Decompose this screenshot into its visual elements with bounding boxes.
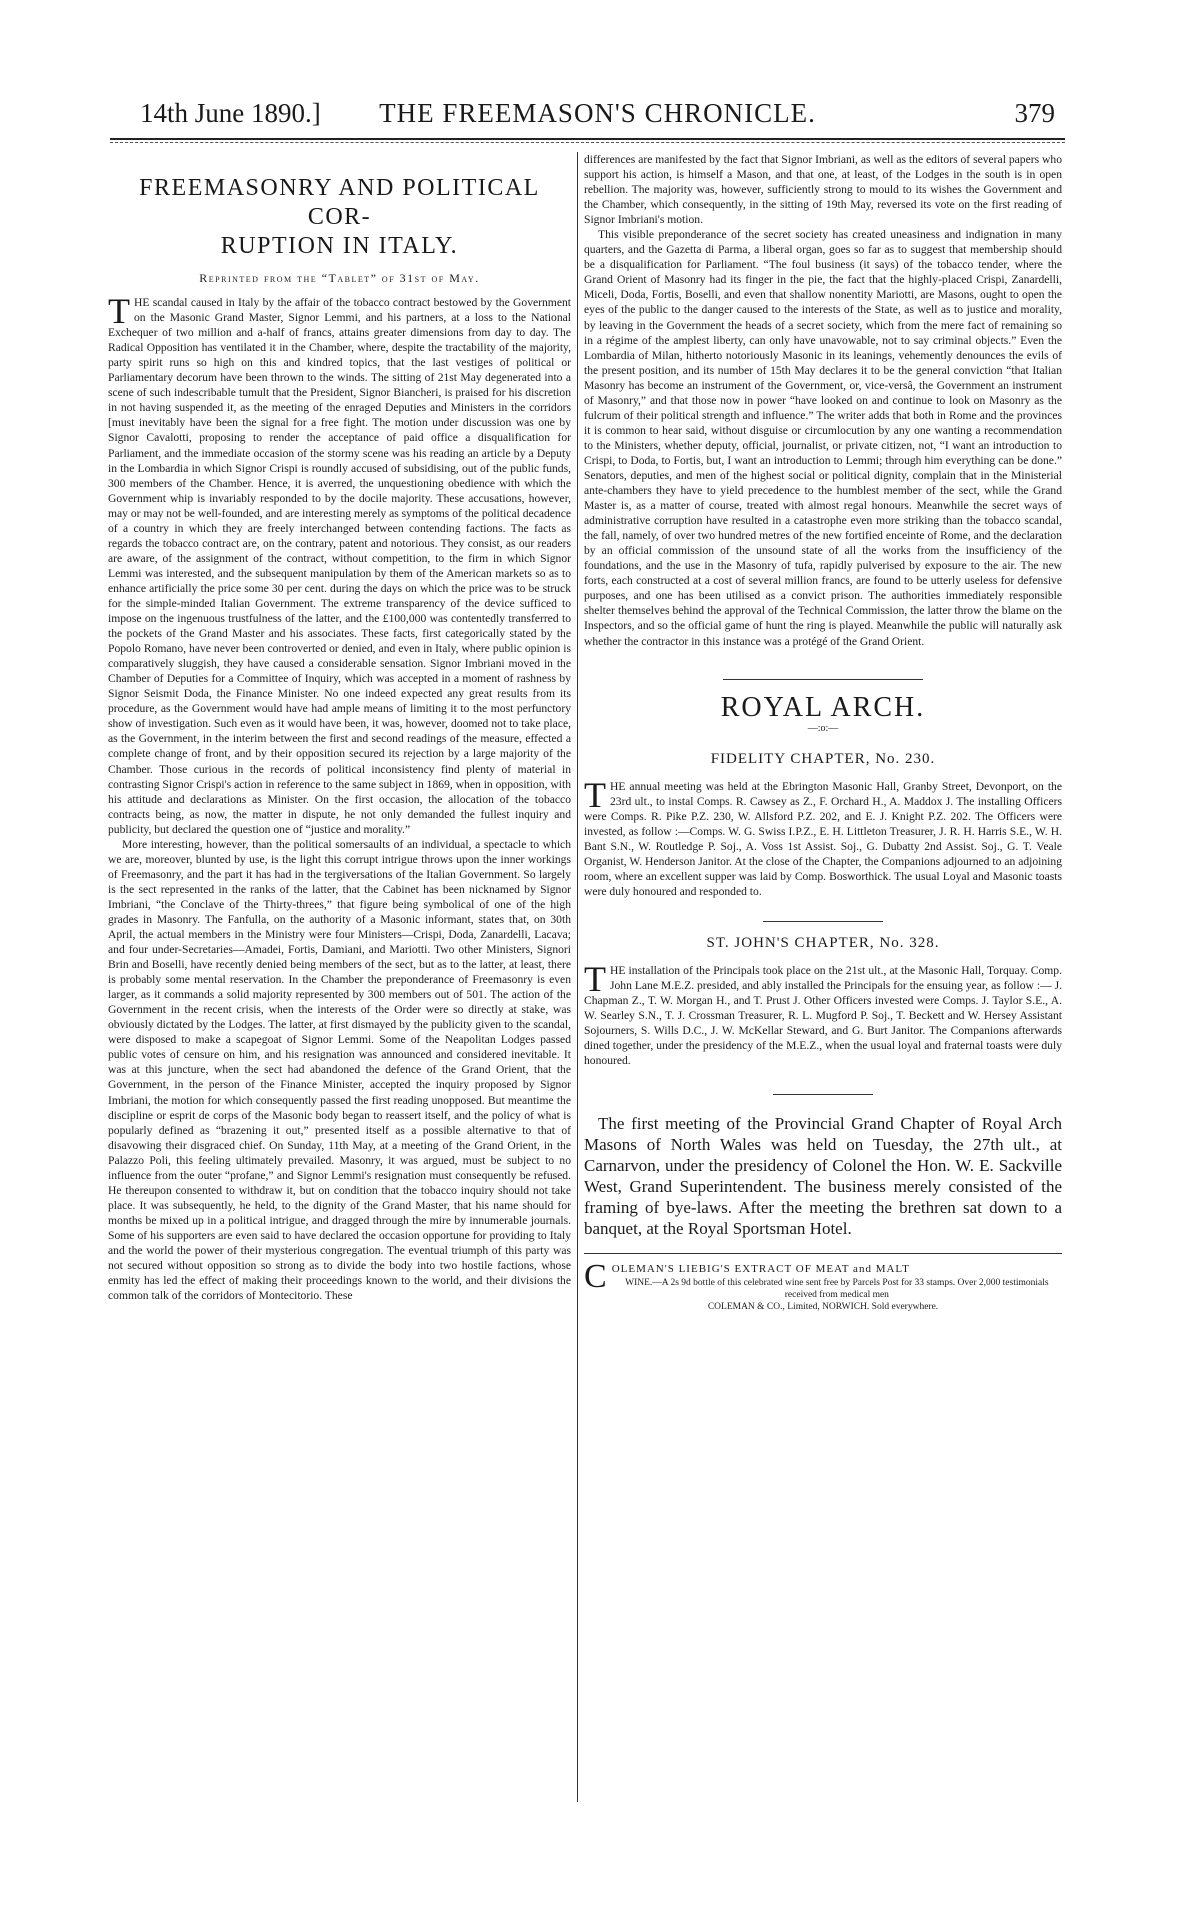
left-column <box>108 158 571 1303</box>
drop-cap: T <box>584 959 606 1000</box>
st-johns-chapter-title: ST. JOHN'S CHAPTER, No. 328. <box>706 935 940 952</box>
advert-body: WINE.—A 2s 9d bottle of this celebrated wine sent free by Parcels Post for 33 stamps. Over 2,000 testimonials received from medical men <box>625 1278 1049 1301</box>
fidelity-chapter-report <box>584 774 1062 899</box>
st-johns-chapter-report <box>584 959 1062 1068</box>
fidelity-chapter-title: FIDELITY CHAPTER, No. 230. <box>710 750 936 767</box>
article-title-line2: RUPTION IN ITALY. <box>220 233 459 259</box>
header-dashed-rule <box>110 142 1065 143</box>
provincial-grand-chapter-notice: The first meeting of the Provincial Grand Chapter of Royal Arch Masons of North Wales was held on Tuesday, the 27th ult., at Carnarvon, under the presidency of Colonel the Hon. W. E. Sackville West, Grand Superintendent. The business merely consisted of the framing of bye-laws. After the meeting the brethren sat down to a banquet, at the Royal Sportsman Hotel. <box>584 1114 1062 1239</box>
advert-sender: COLEMAN & CO., Limited, NORWICH. Sold everywhere. <box>707 1302 939 1313</box>
article-paragraph-1 <box>108 291 571 837</box>
paragraph-text: HE annual meeting was held at the Ebrington Masonic Hall, Granby Street, Devonport, on the 23rd ult., to instal Comps. R. Cawsey as Z., F. Orchard H., A. Maddox J. The installing Officers were Comps. R. Pike P.Z. 230, W. Allsford P.Z. 202, and E. J. Knight P.Z. 202. The Officers were invested, as follow :—Comps. W. G. Swiss I.P.Z., E. H. Littleton Treasurer, J. R. H. Harris S.E., W. H. Bant S.N., W. Routledge P. Soj., A. Voss 1st Assist. Soj., G. Dubatty 2nd Assist. Soj., G. T. Veale Organist, W. Henderson Janitor. At the close of the Chapter, the Companions adjourned to an adjoining room, where an excellent supper was laid by Comp. Bosworthick. The usual Loyal and Masonic toasts were duly honoured and responded to. <box>584 779 1062 899</box>
article-paragraph-2: More interesting, however, than the political somersaults of an individual, a spectacle to which we are, moreover, blunted by use, is the light this corrupt intrigue throws upon the inner workings of Freemasonry, and the part it has had in the tergiversations of the Italian Government. So largely is the sect represented in the ranks of the latter, that the Cabinet has been nicknamed by Signor Imbriani, “the Conclave of the Thirty-threes,” that figure being symbolical of one of the high grades in Masonry. The Fanfulla, on the authority of a Masonic informant, states that, on 30th April, the actual members in the Ministry were four Ministers—Crispi, Doda, Zanardelli, Lacava; and four under-Secretaries—Amadei, Fortis, Damiani, and Mariotti. Two other Ministers, Signori Brin and Boselli, have recently denied being members of the sect, but as to the latter, at least, there is probably some mental reservation. In the Chamber the preponderance of Freemasonry is even larger, as it commands a solid majority represented by 300 members out of 501. The action of the Government in the recent crisis, when the interests of the Order were so directly at stake, was obviously dictated by the Lodges. The latter, at first dismayed by the publicity given to the scandal, were disposed to make a scapegoat of Signor Lemmi. Some of the Neapolitan Lodges passed public votes of censure on him, and his resignation was announced and considered inevitable. It was at this juncture, when the sect had abandoned the defence of the Grand Orient, that the Government, in the person of the Finance Minister, accepted the inquiry proposed by Signor Imbriani, the motion for which consequently passed the first reading unopposed. But meantime the discipline or esprit de corps of the Masonic body began to reassert itself, and the policy of what is popularly defined as “brazening it out,” presented itself as a possible alternative to that of disavowing their disgraced chief. On Sunday, 11th May, at a meeting of the Grand Orient, in the Palazzo Poli, this feeling ultimately prevailed. Masonry, it was argued, must be subject to no influence from the outer “profane,” and Signor Lemmi's resignation must consequently be refused. He thereupon consented to withdraw it, but on condition that the tobacco inquiry should not take place. It was subsequently, he held, to the dignity of the Grand Master, that his name should for months be mixed up in a political intrigue, and dragged through the mire by innumerable journals. Some of his supporters are even said to have declared the occasion opportune for providing to Italy and the world the power of their mysterious congregation. The eventual triumph of this party was not secured without opposition so strong as to divide the body into two hostile factions, whose enmity has led the effect of making their proceedings known to the world, and their divisions the common talk of the corridors of Montecitorio. These <box>108 837 571 1303</box>
right-column <box>584 152 1062 1313</box>
section-rule <box>723 679 923 680</box>
section-rule <box>773 1094 873 1095</box>
header-rule <box>110 138 1065 140</box>
publication-title: THE FREEMASON'S CHRONICLE. <box>379 98 816 128</box>
drop-cap: T <box>584 774 606 815</box>
article-title <box>108 174 571 261</box>
section-title-royal-arch: ROYAL ARCH. <box>720 691 926 723</box>
reprint-credit: Reprinted from the “Tablet” of 31st of May. <box>199 271 480 285</box>
article-paragraph-3: This visible preponderance of the secret society has created uneasiness and indignation in many quarters, and the Gazetta di Parma, a liberal organ, goes so far as to suggest that membership should be a disqualification for Parliament. “The foul business (it says) of the tobacco tender, where the Grand Orient of Masonry had its finger in the pie, the fact that the highly-placed Crispi, Zanardelli, Miceli, Doda, Fortis, Boselli, and even that shallow nonentity Mariotti, are Masons, ought to open the eyes of the public to the danger caused to the interests of the State, as well as to justice and morality, by leaving in the Government the heads of a secret society, which from the mere fact of remaining so in a régime of the amplest liberty, can only have unavowable, not to say criminal objects.” Even the Lombardia of Milan, hitherto notoriously Masonic in its leanings, vehemently denounces the evils of the present position, and its number of 15th May declares it to be the general conviction “that Italian Masonry has become an instrument of the Government, or, vice-versâ, the Government an instrument of Masonry,” and that those now in power “have looked on and continue to look on Masonry as the fulcrum of their political strength and influence.” The writer adds that both in Rome and the provinces it is common to hear said, without disguise or circumlocution by any one wanting a recommendation to the Ministers, whether deputy, official, journalist, or private citizen, not, “I want an introduction to Crispi, to Doda, to Fortis, but, I want an introduction to Lemmi; through him everything can be done.” Senators, deputies, and men of the highest social or political dignity, complain that in the Ministerial ante-chambers they have to yield precedence to the humblest member of the sect, while the Grand Master is, as a matter of course, treated with almost regal honours. Meanwhile the secret ways of administrative corruption have resulted in a catastrophe even more striking than the tobacco scandal, the fall, namely, of over two hundred metres of the new fortified enceinte of Rome, and the declaration by an official commission of the unsound state of all the works from the insufficiency of the foundations, and the use in the Masonry of tufa, rapidly pulverised by exposure to the air. The new forts, each constructed at a cost of several million francs, are found to be utterly useless for defensive purposes, and one has been utilised as a convict prison. The authorities immediately responsible shelter themselves behind the approval of the Technical Commission, the latter throw the blame on the Inspectors, and so the official game of hunt the ring is played. Meanwhile the public will naturally ask whether the contractor in this instance was a protégé of the Grand Orient. <box>584 228 1062 648</box>
paragraph-text: HE installation of the Principals took place on the 21st ult., at the Masonic Hall, Torquay. Comp. John Lane M.E.Z. presided, and ably installed the Principals for the ensuing year, as follow :— J. Chapman Z., T. W. Morgan H., and T. Prust J. Other Officers invested were Comps. J. Taylor S.E., A. W. Searley S.N., T. J. Crossman Treasurer, R. L. Mugford P. Soj., T. Beckett and W. Hersey Assistant Sojourners, S. Wills D.C., J. W. McKellar Steward, and G. Burt Janitor. The Companions afterwards dined together, under the presidency of the M.E.Z., when the usual loyal and fraternal toasts were duly honoured. <box>584 964 1062 1068</box>
section-rule <box>763 921 883 922</box>
page-header <box>140 98 1055 134</box>
page-number: 379 <box>1014 98 1055 128</box>
issue-date: 14th June 1890.] <box>140 98 321 128</box>
advert-headline-text: OLEMAN'S LIEBIG'S EXTRACT OF MEAT and MALT <box>611 1263 910 1276</box>
article-title-line1: FREEMASONRY AND POLITICAL COR- <box>139 175 540 230</box>
column-divider <box>577 152 578 1802</box>
article-continuation: differences are manifested by the fact that Signor Imbriani, as well as the editors of several papers who support his action, is himself a Mason, and that one, at least, of the Lodges in the south is in open rebellion. The majority was, however, sufficiently strong to mould to its wishes the Government and the Chamber, which consequently, in the sitting of 19th May, reversed its vote on the first reading of Signor Imbriani's motion. <box>584 153 1062 227</box>
advertisement <box>584 1253 1062 1313</box>
drop-cap: T <box>108 291 130 332</box>
drop-cap: C <box>584 1258 608 1296</box>
section-ornament: —:o:— <box>807 722 839 734</box>
paragraph-text: HE scandal caused in Italy by the affair of the tobacco contract bestowed by the Government on the Masonic Grand Master, Signor Lemmi, and his partners, at a loss to the National Exchequer of two million and a-half of francs, attains greater dimensions from day to day. The Radical Opposition has ventilated it in the Chamber, where, despite the tractability of the majority, party spirit runs so high on this and kindred topics, that the last vestiges of political or Parliamentary decorum have been thrown to the winds. The sitting of 21st May degenerated into a scene of such indescribable tumult that the President, Signor Biancheri, is praised for his discretion in not having suspended it, as the meeting of the enraged Deputies and Ministers in the corridors [must inevitably have been the signal for a free fight. The motion under discussion was one by Signor Cavalotti, proposing to render the acceptance of paid office a disqualification for Parliament, and the immediate occasion of the stormy scene was his reading an article by a Deputy in the Lombardia in which Signor Crispi is roundly accused of subsidising, out of the public funds, 300 members of the Chamber. Hence, it is averred, the unquestioning obedience with which the Government whip is invariably responded to by the docile majority. These accusations, however, may or may not be well-founded, and are interesting merely as symptoms of the political decadence of a country in which they are freely interchanged between contending factions. The facts as regards the tobacco contract are, on the contrary, patent and notorious. They consist, as our readers are aware, of the assignment of the contract, without competition, to the firm in which Signor Lemmi was interested, and the subsequent manipulation by them of the American markets so as to enhance artificially the price some 30 per cent. during the days on which the price was to be struck for the simple-minded Italian Government. The extreme transparency of the device sufficed to impose on the ingenuous trustfulness of the latter, and the £100,000 was contentedly transferred to the pockets of the Grand Master and his associates. These facts, first categorically stated by the Popolo Romano, have never been controverted or denied, and even in Italy, where public opinion is comparatively sluggish, they have caused a considerable sensation. Signor Imbriani moved in the Chamber of Deputies for a Committee of Inquiry, which was accepted in a moment of rashness by Signor Seismit Doda, the Finance Minister. No one indeed expected any great results from its procedure, as the Government would have had ample means of limiting it to the most perfunctory show of investigation. Such even as it would have been, it was, however, doomed not to take place, as the Government, in the interim between the first and second readings of the measure, effected a complete change of front, and by their opposition secured its rejection by a large majority of the Chamber. Those curious in the records of political inconsistency find plenty of material in contrasting Signor Crispi's action in reference to the same subject in 1869, when in opposition, with his attitude and declarations as Minister. On the first occasion, the allocation of the tobacco contracts being, as now, the matter in dispute, he not only demanded the fullest inquiry and publicity, but declared the question one of “justice and morality.” <box>108 296 571 836</box>
